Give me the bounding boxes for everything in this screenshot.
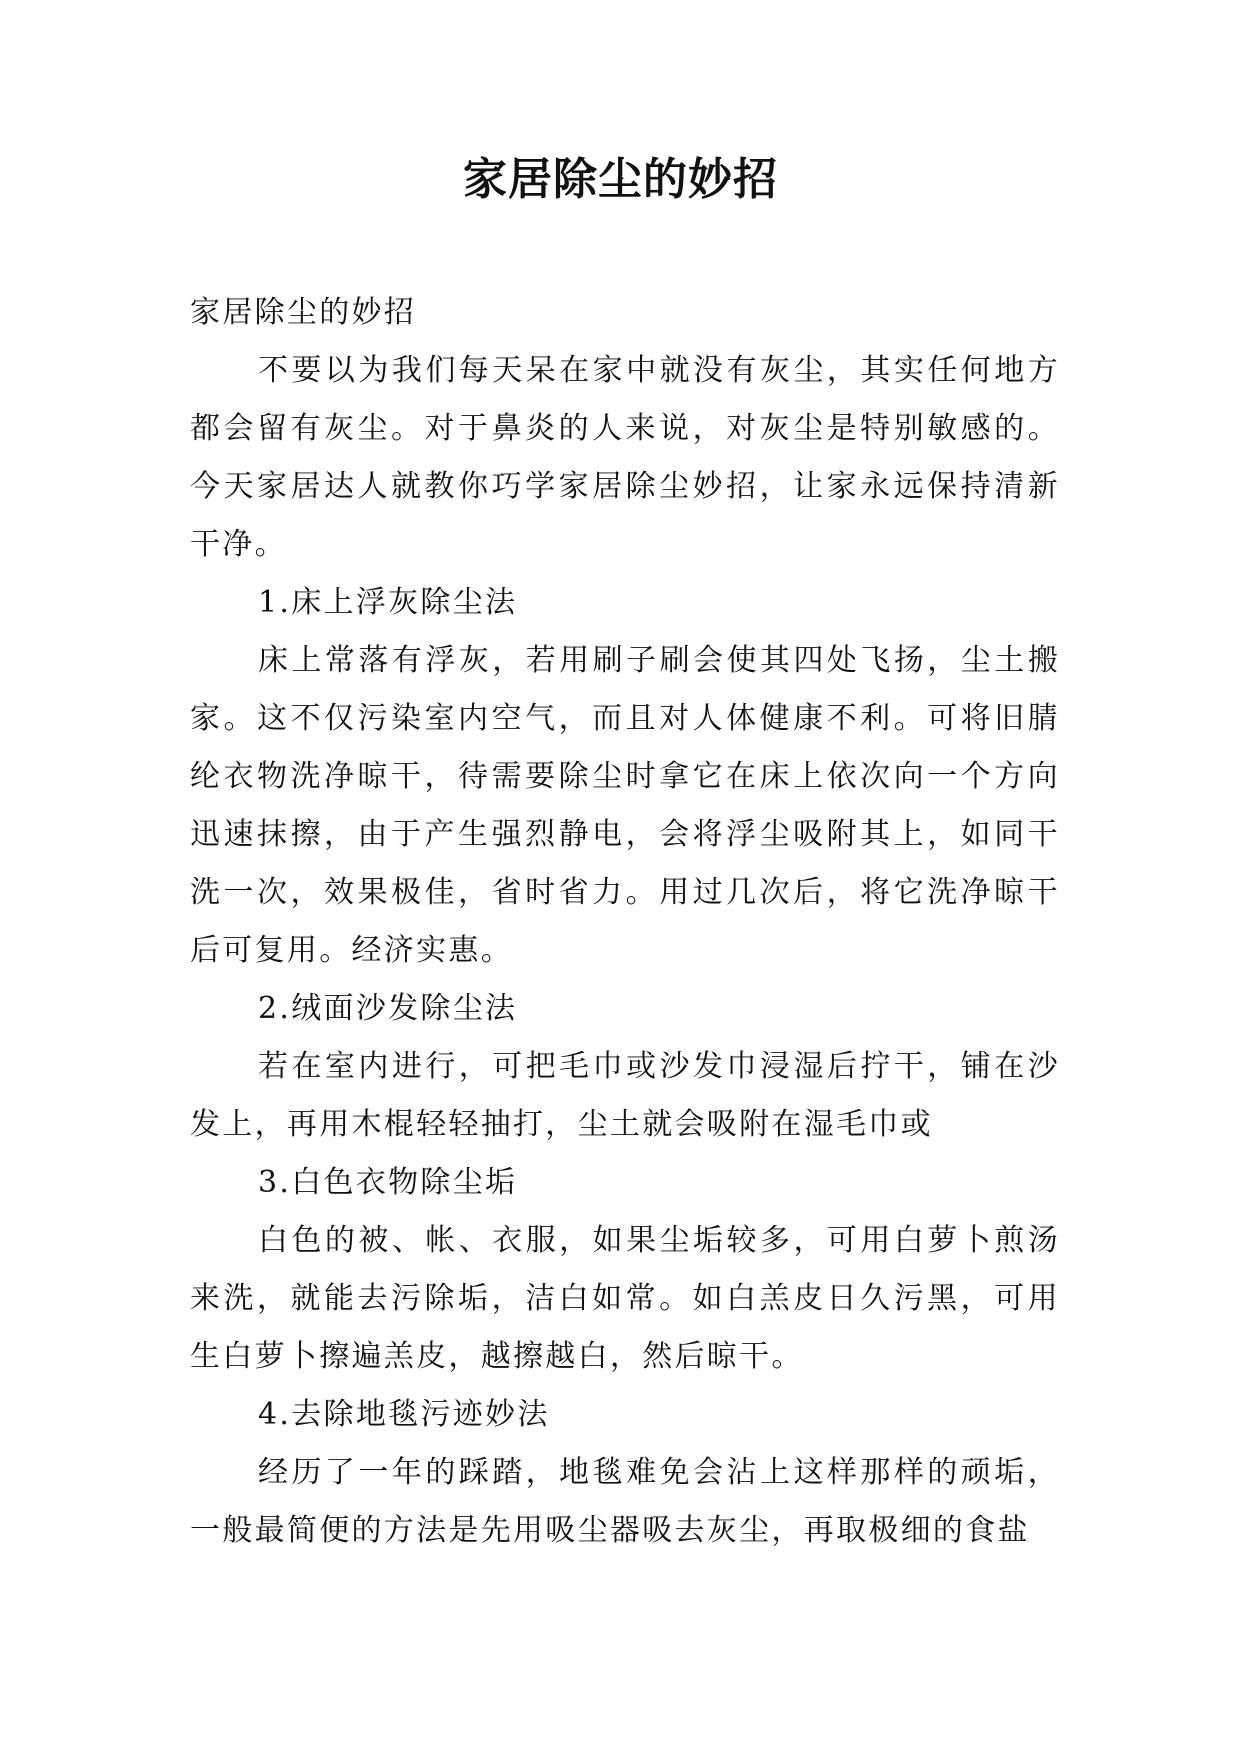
section-paragraph: 若在室内进行，可把毛巾或沙发巾浸湿后拧干，铺在沙发上，再用木棍轻轻抽打，尘土就会吸附在湿毛巾或 — [190, 1049, 1060, 1142]
document-body — [190, 284, 1060, 1560]
intro-paragraph: 不要以为我们每天呆在家中就没有灰尘，其实任何地方都会留有灰尘。对于鼻炎的人来说，对灰尘是特别敏感的。今天家居达人就教你巧学家居除尘妙招，让家永远保持清新干净。 — [190, 353, 1060, 562]
section-heading: 4.去除地毯污迹妙法 — [258, 1397, 550, 1432]
section-heading: 1.床上浮灰除尘法 — [258, 585, 518, 620]
section-paragraph: 床上常落有浮灰，若用刷子刷会使其四处飞扬，尘土搬家。这不仅污染室内空气，而且对人体健康不利。可将旧腈纶衣物洗净晾干，待需要除尘时拿它在床上依次向一个方向迅速抹擦，由于产生强烈静电，会将浮尘吸附其上，如同干洗一次，效果极佳，省时省力。用过几次后，将它洗净晾干后可复用。经济实惠。 — [190, 643, 1060, 968]
document-title: 家居除尘的妙招 — [463, 154, 778, 205]
document-subtitle: 家居除尘的妙招 — [190, 295, 417, 330]
section-heading: 2.绒面沙发除尘法 — [258, 991, 518, 1026]
section-paragraph: 白色的被、帐、衣服，如果尘垢较多，可用白萝卜煎汤来洗，就能去污除垢，洁白如常。如白羔皮日久污黑，可用生白萝卜擦遍羔皮，越擦越白，然后晾干。 — [190, 1223, 1060, 1374]
section-heading: 3.白色衣物除尘垢 — [258, 1165, 518, 1200]
section-paragraph: 经历了一年的踩踏，地毯难免会沾上这样那样的顽垢，一般最简便的方法是先用吸尘器吸去灰尘，再取极细的食盐 — [190, 1455, 1060, 1548]
